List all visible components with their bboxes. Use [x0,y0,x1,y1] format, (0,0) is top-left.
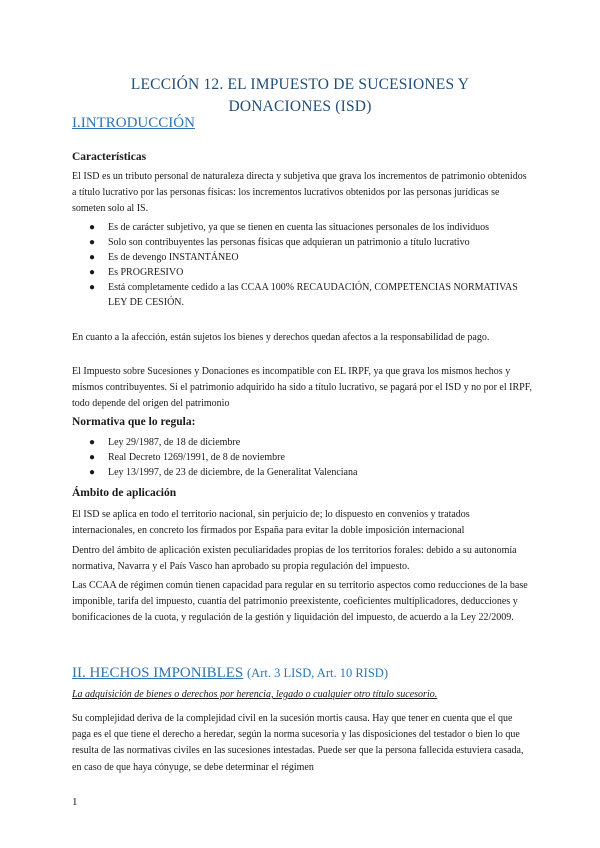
paragraph: Las CCAA de régimen común tienen capacidad para regular en su territorio aspectos como reducciones de la base imponible, tarifa del impuesto, cuantía del patrimonio preexistente, coeficientes multiplicadores, deducciones y bonificaciones de la cuota, y regulación de la gestión y liquidación del impuesto, de acuerdo a la Ley 22/2009. [72,580,528,624]
subheading-caracteristicas: Características [72,151,147,163]
bullet-list-caracteristicas [72,221,532,311]
section-heading-text: II. HECHOS IMPONIBLES [72,665,244,681]
bullet-icon: ● [89,252,96,264]
bullet-icon: ● [89,237,96,249]
list-item [72,236,532,251]
paragraph: El ISD es un tributo personal de naturaleza directa y subjetiva que grava los incrementos de patrimonio obtenidos a título lucrativo por las personas físicas: los incrementos lucrativos obtenidos por las personas jurídicas se someten solo al IS. [72,171,527,215]
list-item [72,281,532,310]
bullet-icon: ● [89,267,96,279]
list-item [72,251,532,266]
list-item [72,266,532,281]
bullet-icon: ● [89,222,96,233]
subheading-normativa: Normativa que lo regula: [72,416,196,428]
section-heading-text: I.INTRODUCCIÓN [72,115,195,131]
bullet-list-normativa [72,436,532,481]
list-item [72,221,532,236]
bullet-icon: ● [89,282,96,294]
list-item-text: Ley 29/1987, de 18 de diciembre [108,437,241,448]
paragraph: El ISD se aplica en todo el territorio nacional, sin perjuicio de; lo dispuesto en convenios y tratados internacionales, en concreto los firmados por España para evitar la doble imposición internacional [72,509,470,537]
bullet-icon: ● [89,467,96,479]
list-item-text: Ley 13/1997, de 23 de diciembre, de la Generalitat Valenciana [108,467,358,479]
list-item-text: Es de carácter subjetivo, ya que se tienen en cuenta las situaciones personales de los individuos [108,222,489,233]
section-heading-reference: (Art. 3 LISD, Art. 10 RISD) [247,666,388,680]
title-line-1: LECCIÓN 12. EL IMPUESTO DE SUCESIONES Y [130,76,470,93]
bullet-icon: ● [89,452,96,464]
section-heading-hechos-imponibles [72,665,388,682]
list-item [72,451,532,466]
title-line-2: DONACIONES (ISD) [228,98,372,115]
list-item-text: Solo son contribuyentes las personas físicas que adquieran un patrimonio a título lucrativo [108,237,470,249]
list-item [72,436,532,451]
list-item-text: Es de devengo INSTANTÁNEO [108,252,239,264]
list-item-text: Real Decreto 1269/1991, de 8 de noviembre [108,452,285,464]
subheading-ambito: Ámbito de aplicación [72,487,177,499]
list-item-text: Es PROGRESIVO [108,267,184,279]
paragraph: El Impuesto sobre Sucesiones y Donaciones es incompatible con EL IRPF, ya que grava los mismos hechos y mismos contribuyentes. Si el patrimonio adquirido ha sido a título lucrativo, se pagará por el ISD y no por el IRPF, todo depende del origen del patrimonio [72,366,532,410]
paragraph: Dentro del ámbito de aplicación existen peculiaridades propias de los territorios forales: debido a su autonomía normativa, Navarra y el País Vasco han aprobado su propia regulación del impuesto. [72,545,517,573]
list-item-text: Está completamente cedido a las CCAA 100% RECAUDACIÓN, COMPETENCIAS NORMATIVAS LEY DE CESIÓN. [108,282,518,308]
section-heading-introduccion [72,115,195,132]
paragraph: Su complejidad deriva de la complejidad civil en la sucesión mortis causa. Hay que tener en cuenta que el que paga es el que tiene el derecho a heredar, según la norma sucesoria y las disposiciones del testador o bien lo que resulta de las normativas civiles en las sucesiones intestadas. Puede ser que la persona fallecida estuviera casada, en caso de que haya cónyuge, se debe determinar el régimen [72,713,524,773]
page-number: 1 [72,796,78,808]
list-item [72,466,532,481]
subheading-adquisicion: La adquisición de bienes o derechos por herencia, legado o cualquier otro título sucesorio. [72,689,438,700]
bullet-icon: ● [89,437,96,448]
document-title [72,74,528,118]
paragraph: En cuanto a la afección, están sujetos los bienes y derechos quedan afectos a la responsabilidad de pago. [72,332,490,343]
